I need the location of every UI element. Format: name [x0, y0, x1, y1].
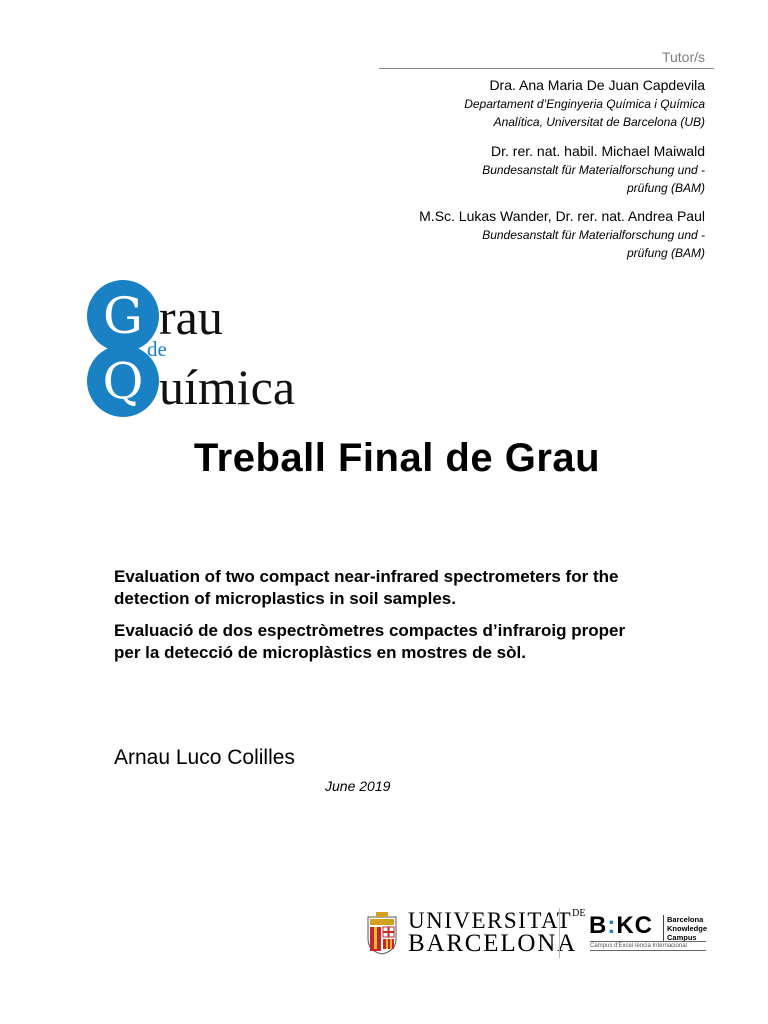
tutor-affiliation: Analítica, Universitat de Barcelona (UB)	[493, 115, 705, 129]
tutor-name: M.Sc. Lukas Wander, Dr. rer. nat. Andrea Paul	[419, 208, 705, 224]
subtitle-english	[114, 566, 674, 610]
ub-shield-icon	[366, 911, 398, 955]
tutor-name: Dra. Ana Maria De Juan Capdevila	[489, 77, 705, 93]
bkc-side-line: Barcelona	[667, 915, 704, 924]
bkc-side-line: Knowledge	[667, 924, 708, 933]
bkc-logo	[589, 914, 653, 938]
tutor-3	[419, 207, 705, 262]
tutor-affiliation: prüfung (BAM)	[626, 181, 705, 195]
tutors-divider	[379, 68, 714, 69]
logo-g-circle: G	[87, 280, 159, 352]
bkc-subtitle: Campus d'Excel·lència Internacional	[590, 941, 706, 951]
bkc-b-text: B	[589, 912, 608, 939]
bkc-side-text	[663, 915, 707, 942]
date: June 2019	[325, 778, 391, 794]
tutor-2	[482, 142, 705, 197]
bkc-colon-text: :	[607, 912, 617, 939]
page-title: Treball Final de Grau	[193, 436, 601, 480]
bkc-kc-text: KC	[616, 912, 654, 939]
ub-name-line2: BARCELONA	[408, 930, 577, 957]
footer-divider	[559, 908, 560, 958]
tutors-label: Tutor/s	[661, 49, 705, 65]
tutor-name: Dr. rer. nat. habil. Michael Maiwald	[491, 143, 705, 159]
ub-de-text: DE	[572, 908, 586, 919]
logo-de-text: de	[147, 337, 167, 361]
author-name: Arnau Luco Colilles	[114, 746, 295, 769]
tutor-affiliation: Bundesanstalt für Materialforschung und -	[482, 228, 705, 242]
tutor-1	[464, 76, 705, 131]
ub-universitat-text: UNIVERSITAT	[408, 908, 573, 933]
logo-q-circle: Q	[87, 345, 159, 417]
subtitle-catalan	[114, 620, 674, 664]
logo-uimica-text: uímica	[159, 359, 296, 415]
bkc-side-line: Campus	[667, 933, 697, 942]
logo-rau-text: rau	[159, 289, 223, 345]
subtitle-line: per la detecció de microplàstics en mostres de sòl.	[114, 643, 526, 662]
subtitle-line: detection of microplastics in soil samples.	[114, 589, 456, 608]
subtitle-line: Evaluació de dos espectròmetres compactes d’infraroig proper	[114, 621, 626, 640]
tutor-affiliation: Departament d’Enginyeria Química i Química	[464, 97, 705, 111]
subtitle-line: Evaluation of two compact near-infrared spectrometers for the	[114, 567, 619, 586]
tutor-affiliation: prüfung (BAM)	[626, 246, 705, 260]
tutor-affiliation: Bundesanstalt für Materialforschung und -	[482, 163, 705, 177]
